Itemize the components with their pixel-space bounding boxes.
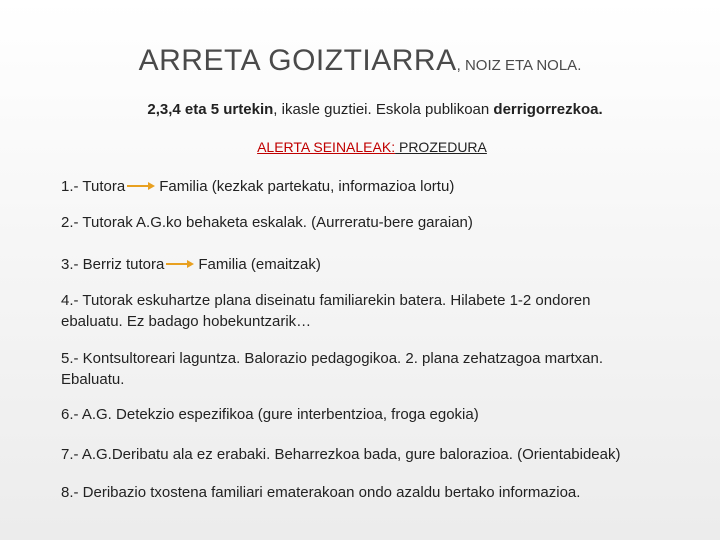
list-item-8: 8.- Deribazio txostena familiari ematerakoan ondo azaldu bertako informazioa. [61,484,581,501]
right-arrow-icon [127,181,155,191]
alert-signals-label: ALERTA SEINALEAK: [257,139,396,155]
list-item-4-line2: ebaluatu. Ez badago hobekuntzarik… [61,313,312,330]
list-item-6: 6.- A.G. Detekzio espezifikoa (gure interbentzioa, froga egokia) [61,406,479,423]
list-item-7: 7.- A.G.Deribatu ala ez erabaki. Beharrezkoa bada, gure balorazioa. (Orientabideak) [61,446,621,463]
alert-procedure-label: PROZEDURA [395,139,487,155]
list-item-4 [61,290,661,332]
subtitle-text: , ikasle guztiei. Eskola publikoan [273,101,494,118]
list-item-3-end: Familia (emaitzak) [198,256,321,273]
title-main: ARRETA GOIZTIARRA [138,44,457,77]
list-item-3-start: 3.- Berriz tutora [61,256,165,273]
slide-subtitle [0,101,720,118]
list-item-1-start: 1.- Tutora [61,178,126,195]
right-arrow-icon [166,259,194,269]
title-sub: , NOIZ ETA NOLA. [456,57,582,74]
list-item-4-line1: 4.- Tutorak eskuhartze plana diseinatu familiarekin batera. Hilabete 1-2 ondoren [61,292,591,309]
list-item-1 [61,176,661,197]
alert-heading [0,139,720,155]
subtitle-mandatory: derrigorrezkoa. [493,101,603,118]
list-item-2: 2.- Tutorak A.G.ko behaketa eskalak. (Aurreratu-bere garaian) [61,214,473,231]
list-item-5-line1: 5.- Kontsultoreari laguntza. Balorazio pedagogikoa. 2. plana zehatzagoa martxan. [61,350,604,367]
list-item-3 [61,254,661,275]
list-item-5 [61,348,661,390]
slide-title [0,44,720,78]
subtitle-ages: 2,3,4 eta 5 urtekin [147,101,274,118]
list-item-5-line2: Ebaluatu. [61,371,125,388]
list-item-1-end: Familia (kezkak partekatu, informazioa lortu) [159,178,455,195]
